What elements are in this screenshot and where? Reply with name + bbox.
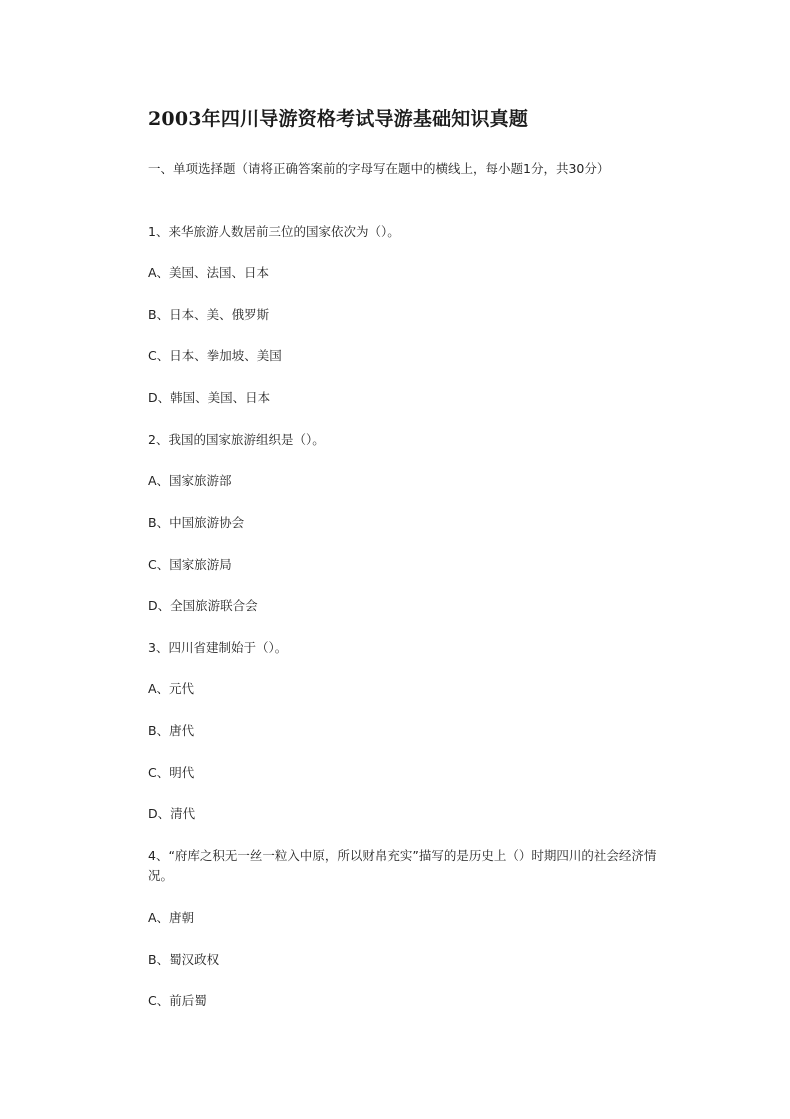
- question-3-option-c: C、明代: [148, 765, 195, 780]
- question-4-option-c: C、前后蜀: [148, 993, 207, 1008]
- section-heading: 一、单项选择题（请将正确答案前的字母写在题中的横线上，每小题1分，共30分）: [148, 161, 610, 176]
- question-3-option-a: A、元代: [148, 681, 195, 696]
- question-2-option-d: D、全国旅游联合会: [148, 598, 258, 613]
- question-2-option-c: C、国家旅游局: [148, 557, 232, 572]
- question-3-stem: 3、四川省建制始于（）。: [148, 640, 288, 655]
- document-title: 2003年四川导游资格考试导游基础知识真题: [148, 108, 529, 130]
- question-4-option-a: A、唐朝: [148, 910, 195, 925]
- question-1-option-c: C、日本、拳加坡、美国: [148, 348, 282, 363]
- question-4-stem: 4、“府库之积无一丝一粒入中原，所以财帛充实”描写的是历史上（）时期四川的社会经济情况。: [148, 848, 657, 883]
- question-4-option-b: B、蜀汉政权: [148, 952, 220, 967]
- question-2-stem: 2、我国的国家旅游组织是（）。: [148, 432, 325, 447]
- question-3-option-d: D、清代: [148, 806, 196, 821]
- question-2-option-b: B、中国旅游协会: [148, 515, 245, 530]
- question-1-option-d: D、韩国、美国、日本: [148, 390, 271, 405]
- question-2-option-a: A、国家旅游部: [148, 473, 232, 488]
- question-1-stem: 1、来华旅游人数居前三位的国家依次为（）。: [148, 224, 400, 239]
- question-1-option-b: B、日本、美、俄罗斯: [148, 307, 270, 322]
- question-1-option-a: A、美国、法国、日本: [148, 265, 270, 280]
- question-3-option-b: B、唐代: [148, 723, 195, 738]
